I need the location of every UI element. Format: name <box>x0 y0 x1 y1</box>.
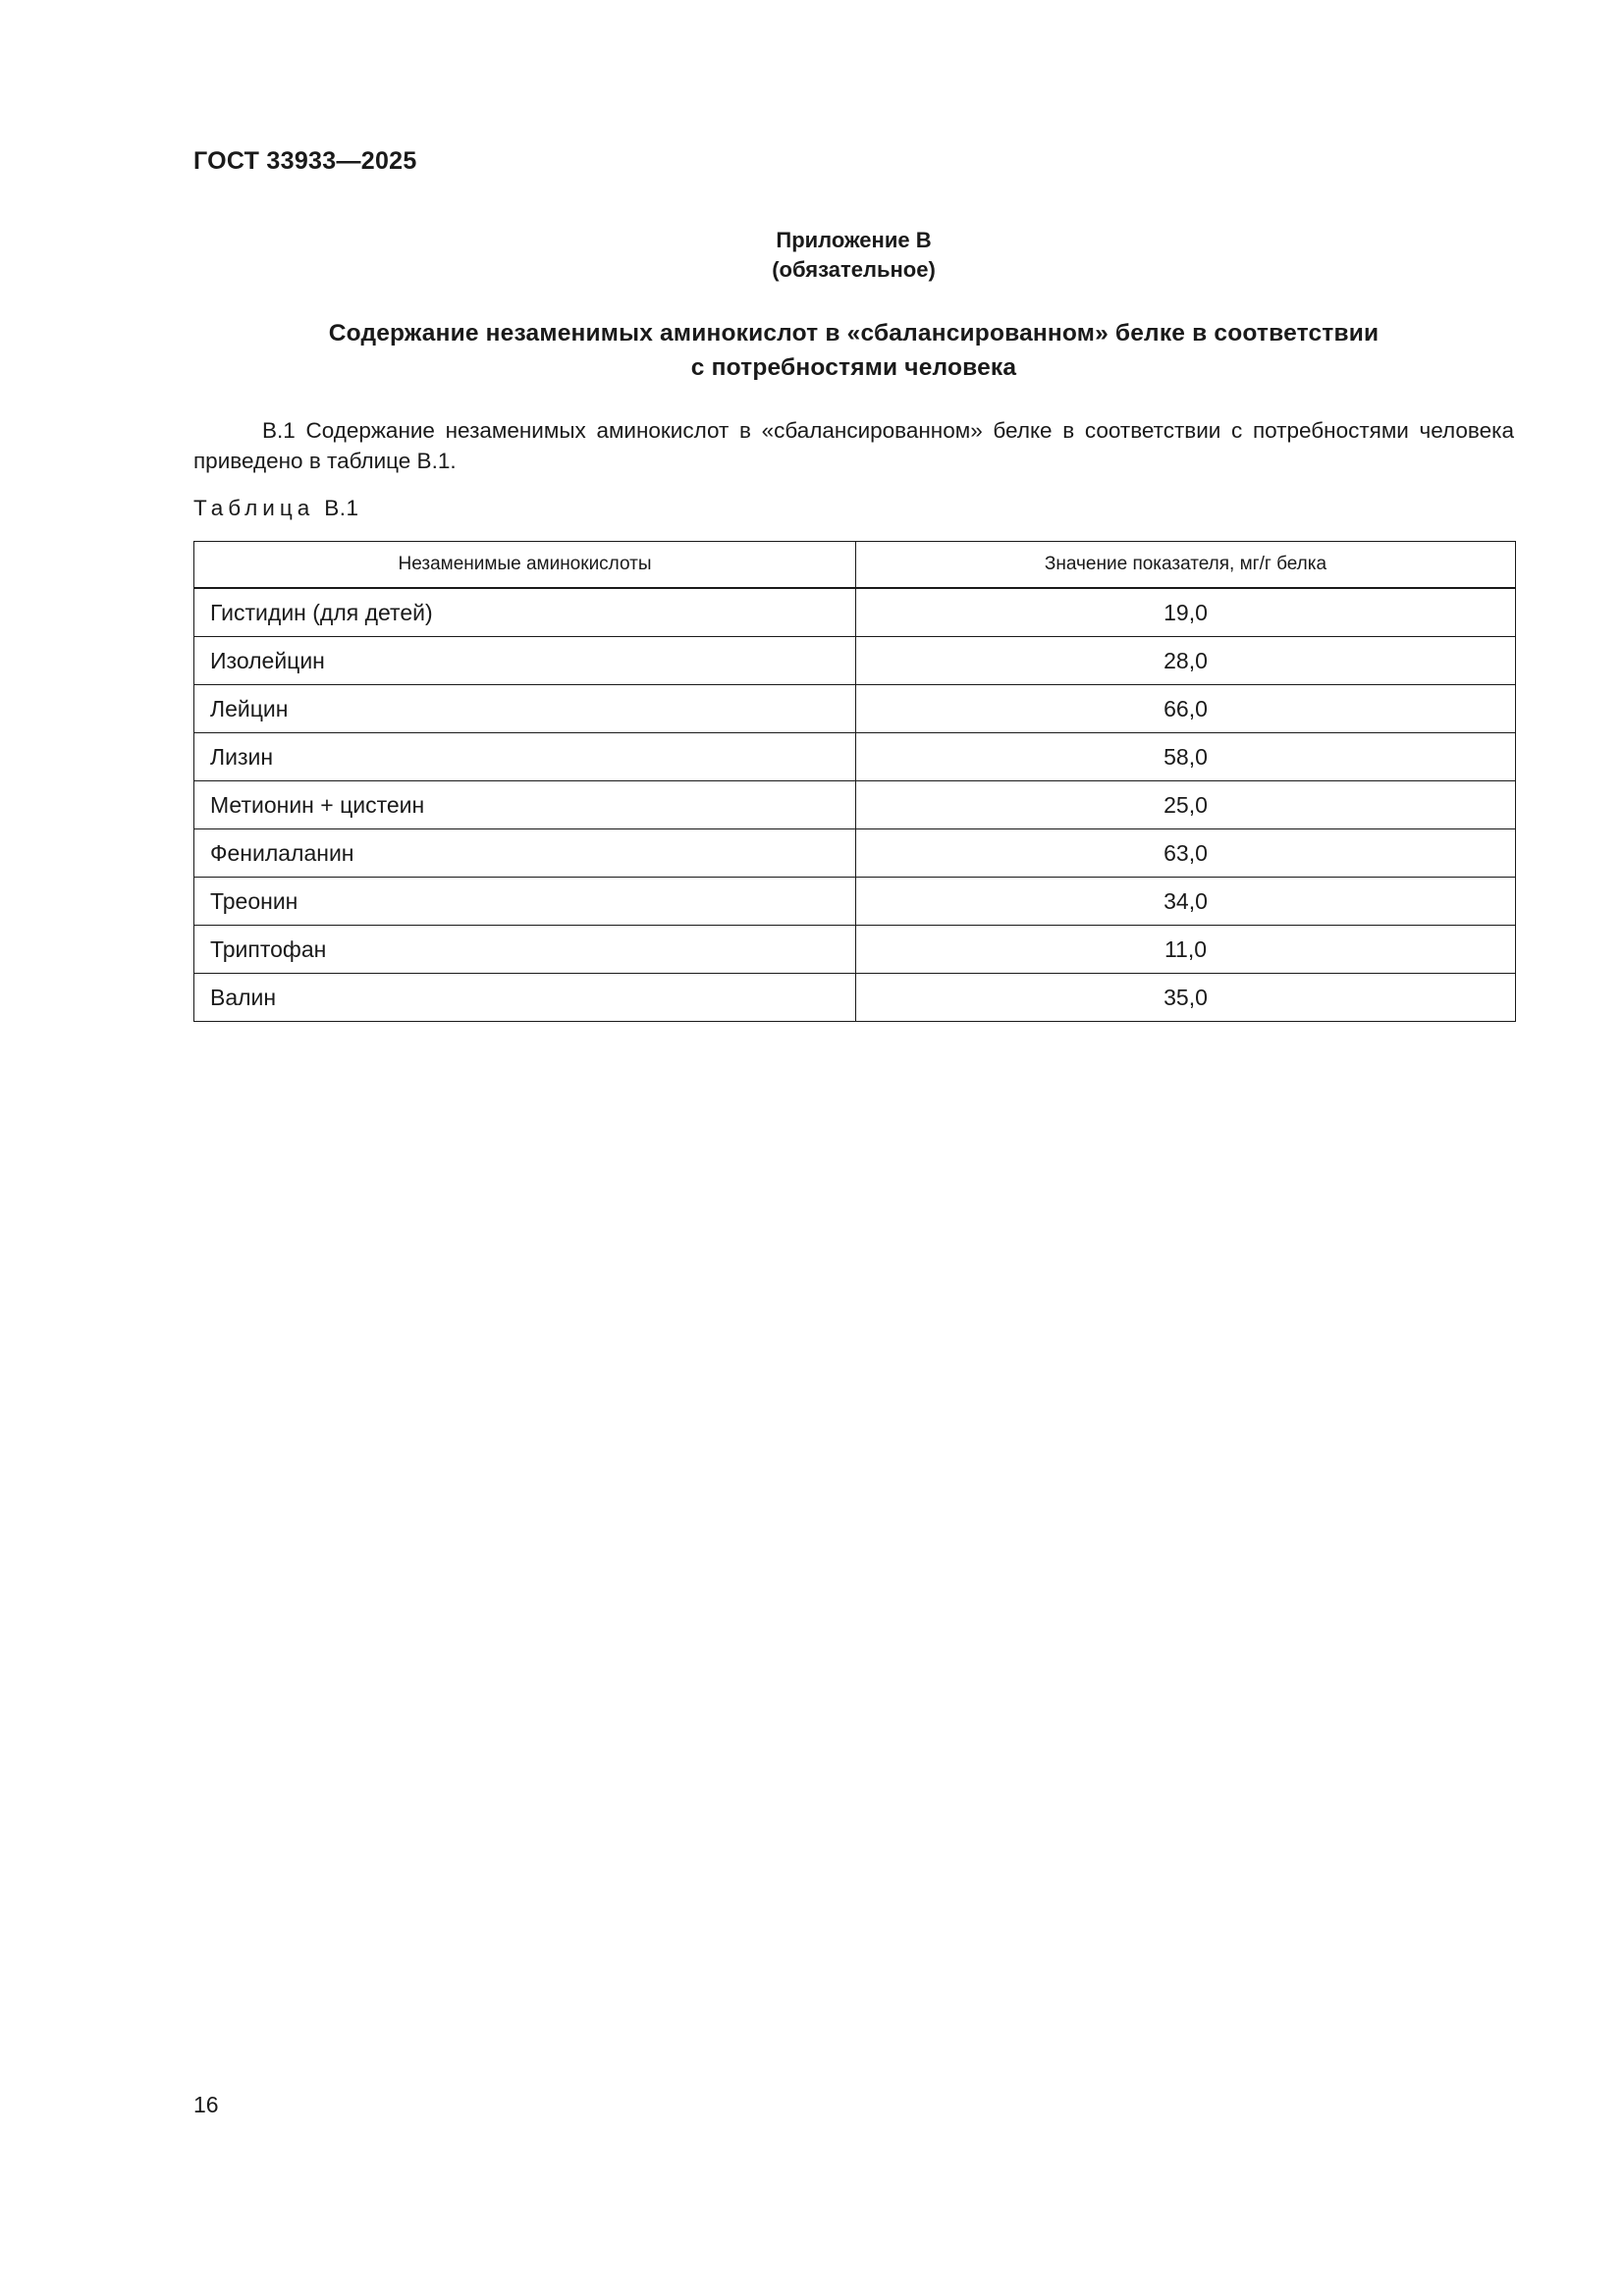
amino-acid-value: 66,0 <box>856 685 1516 733</box>
table-row <box>194 588 1516 637</box>
document-code: ГОСТ 33933—2025 <box>193 147 417 175</box>
appendix-label: Приложение В <box>776 228 932 252</box>
amino-acid-value: 11,0 <box>856 926 1516 974</box>
table-row <box>194 829 1516 878</box>
appendix-title <box>193 316 1514 385</box>
table-caption-word: Таблица <box>193 496 315 520</box>
table-row <box>194 637 1516 685</box>
column-header-value: Значение показателя, мг/г белка <box>856 542 1516 589</box>
amino-acid-name: Метионин + цистеин <box>194 781 856 829</box>
table-row <box>194 733 1516 781</box>
amino-acid-name: Треонин <box>194 878 856 926</box>
amino-acid-name: Лейцин <box>194 685 856 733</box>
amino-acid-name: Гистидин (для детей) <box>194 588 856 637</box>
amino-acids-table <box>193 541 1516 1022</box>
table-row <box>194 926 1516 974</box>
appendix-heading <box>193 226 1514 285</box>
amino-acid-value: 19,0 <box>856 588 1516 637</box>
amino-acid-value: 28,0 <box>856 637 1516 685</box>
amino-acid-value: 58,0 <box>856 733 1516 781</box>
page-number: 16 <box>193 2092 219 2117</box>
table-header-row <box>194 542 1516 589</box>
amino-acid-value: 35,0 <box>856 974 1516 1022</box>
table-row <box>194 685 1516 733</box>
appendix-title-line-2: с потребностями человека <box>690 354 1017 381</box>
amino-acid-value: 25,0 <box>856 781 1516 829</box>
table-row <box>194 974 1516 1022</box>
column-header-amino-acid: Незаменимые аминокислоты <box>194 542 856 589</box>
amino-acid-name: Валин <box>194 974 856 1022</box>
table-caption <box>193 496 359 521</box>
table-row <box>194 878 1516 926</box>
amino-acid-name: Лизин <box>194 733 856 781</box>
amino-acid-name: Изолейцин <box>194 637 856 685</box>
appendix-title-line-1: Содержание незаменимых аминокислот в «сбалансированном» белке в соответствии <box>328 320 1380 347</box>
amino-acid-name: Триптофан <box>194 926 856 974</box>
amino-acid-name: Фенилаланин <box>194 829 856 878</box>
table-row <box>194 781 1516 829</box>
intro-paragraph: В.1 Содержание незаменимых аминокислот в «сбалансированном» белке в соответствии с потребностями человека приведено в таблице В.1. <box>193 418 1514 473</box>
amino-acid-value: 63,0 <box>856 829 1516 878</box>
table-caption-number: В.1 <box>324 496 359 520</box>
appendix-status: (обязательное) <box>772 257 936 282</box>
amino-acid-value: 34,0 <box>856 878 1516 926</box>
